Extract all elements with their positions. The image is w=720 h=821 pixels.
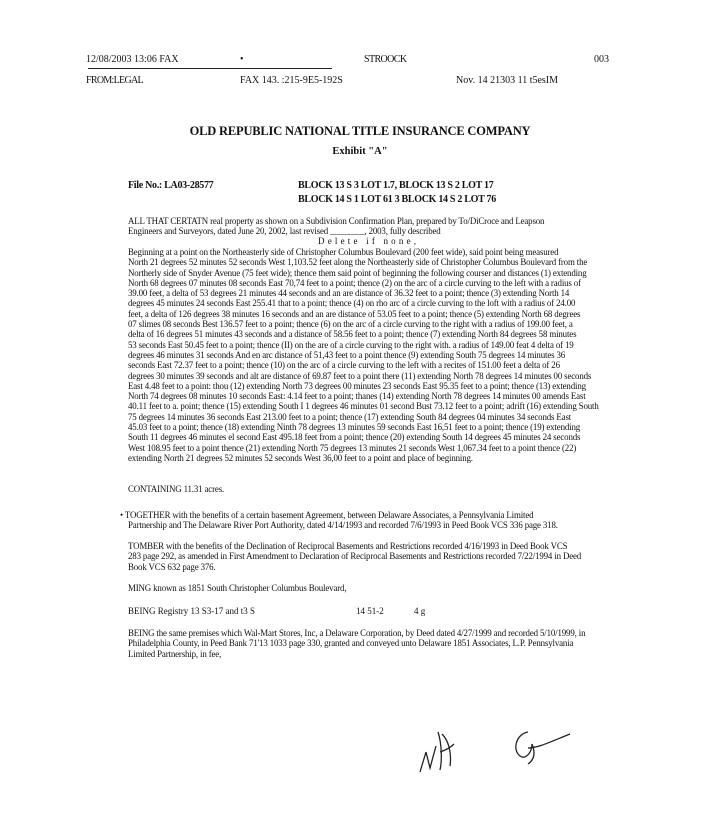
description-line: North 21 degrees 52 minutes 52 seconds West 1,103.52 feet along the Northeasterly side of Christopher Columbus Boulevard from the [128, 257, 588, 268]
exhibit-label: Exhibit "A" [332, 146, 388, 157]
description-line: North 74 degrees 08 minutes 10 seconds East: 4.14 feet to a point; thanes (14) extending North 78 degrees 14 minutes 00 amends East [128, 391, 586, 402]
legal-description [128, 247, 628, 463]
containing-text: CONTAINING 11.31 acres. [128, 484, 225, 494]
description-line: delta of 16 degrees 51 minutes 43 seconds and a distance of 58.56 feet to a point; thence (7) extending North 84 degrees 58 minutes [128, 329, 577, 340]
containing-line [128, 484, 628, 494]
intro-line: Engineers and Surveyors, dated June 20, 2002, last revised ________, 2003, fully described [128, 226, 441, 237]
fax-bullet: • [240, 54, 244, 65]
being-line: Limited Partnership, in fee, [128, 648, 222, 659]
file-number: File No.: LA03-28577 [128, 180, 214, 191]
company-title: OLD REPUBLIC NATIONAL TITLE INSURANCE COMPANY [189, 124, 531, 138]
handwritten-initials-2 [506, 726, 576, 766]
description-line: degrees 45 minutes 24 seconds East 255.41 that to a point; thence (4) on rho arc of a circle curving to the loft with a radius of 24.00 [128, 298, 576, 309]
description-line: 39.00 feet, a delta of 53 degrees 21 minutes 44 seconds and an are distance of 36.32 feet to a point; thence (3) extending North 14 [128, 288, 570, 299]
description-line: degrees 46 minutes 31 seconds And en arc distance of 51,43 feet to a point thence (9) extending South 75 degrees 14 minutes 36 [128, 349, 566, 360]
block-line-2: BLOCK 14 S 1 LOT 61 3 BLOCK 14 S 2 LOT 76 [298, 194, 496, 205]
description-line: West 108.95 feet to a point thence (21) extending North 75 degrees 13 minutes 21 seconds West 1,067.34 feet to a point thence (22) [128, 442, 577, 453]
description-line: 07 slimes 08 seconds Best 136.57 feet to a point; thence (6) on the arc of a circle curving to the right with a radius of 199.00 feet, a [128, 319, 573, 330]
fax-header-rule [88, 68, 332, 69]
description-line: 40.11 feet to a. point; thence (15) extending South I 1 degrees 46 minutes 01 second Bust 73.12 feet to a point; adrift (16) extending South [128, 401, 599, 412]
description-line: 75 degrees 14 minutes 36 seconds East 213.00 feet to a point; thence (17) extending South 84 degrees 04 minutes 34 seconds East [128, 411, 572, 422]
tomber-line: Book VCS 632 page 376. [128, 561, 216, 572]
being-line: Philadelphia County, in Peed Bank 71'13 1033 page 330, granted and conveyed unto Delaware 1851 Associates, L.P. Pennsylvania [128, 638, 574, 649]
being-registry-left: BEING Registry 13 S3-17 and t3 S [128, 606, 255, 616]
description-line: Beginning at a point on the Northeasterly side of Christopher Columbus Boulevard (200 feet wide), said point being measured [128, 247, 559, 257]
description-line: feet, a delta of 126 degrees 38 minutes 16 seconds and an are distance of 53.05 feet to a point; thence (5) extending North 68 degrees [128, 308, 581, 319]
being-paragraph [128, 628, 628, 659]
fax-datetime: 12/08/2003 13:06 FAX [86, 54, 179, 65]
together-line: Partnership and The Delaware River Port Authority, dated 4/14/1993 and recorded 7/6/1993 in Peed Book VCS 336 page 318. [128, 520, 558, 531]
handwritten-initials-1 [412, 722, 462, 778]
description-line: 45.03 feet to a point; thence (18) extending Ninth 78 degrees 13 minutes 59 seconds East 16,51 feet to a point; thence (19) extending [128, 422, 581, 433]
tomber-line: 283 page 292, as amended in First Amendment to Declaration of Reciprocal Basements and Restrictions recorded 7/22/1994 in Deed [128, 551, 582, 562]
intro-paragraph [128, 216, 628, 237]
description-line: East 4.48 feet to a point: thou (12) extending North 73 degrees 00 minutes 23 seconds East 95.35 feet to a point; thence (13) extending [128, 380, 586, 391]
description-line: Northerly side of Snyder Avenue (75 feet wide); thence them said point of beginning the following courser and distances (1) extending [128, 267, 587, 278]
fax-page-number: 003 [594, 54, 609, 65]
intro-line: ALL THAT CERTATN real property as shown on a Subdivision Confirmation Plan, prepared by To/DiCroce and Leapson [128, 216, 545, 226]
being-line: BEING the same premises which Wal-Mart Stores, Inc, a Delaware Corporation, by Deed dated 4/27/1999 and recorded 5/10/1999, in [128, 628, 586, 638]
ming-line: MING known as 1851 South Christopher Columbus Boulevard, [128, 583, 347, 593]
being-registry-right: 4 g [414, 606, 426, 616]
description-line: extending North 21 degrees 52 minutes 52 seconds West 36,00 feet to a point and place of beginning. [128, 452, 473, 463]
fax-sender: STROOCK [364, 54, 407, 65]
ming-paragraph [128, 583, 628, 593]
fax-from: FROM:LEGAL [86, 75, 143, 86]
together-line: • TOGETHER with the benefits of a certain basement Agreement, between Delaware Associates, a Pennsylvania Limited [120, 510, 534, 520]
fax-date: Nov. 14 21303 11 t5esIM [456, 75, 559, 86]
block-line-1: BLOCK 13 S 3 LOT 1.7, BLOCK 13 S 2 LOT 17 [298, 180, 494, 191]
description-line: seconds East 72.37 feet to a point; thence (10) on the arc of a circle curving to the left with a recites of 151.00 feet a delta of 26 [128, 360, 560, 371]
being-registry-mid: 14 51-2 [356, 606, 384, 616]
fax-number: FAX 143. :215-9E5-192S [240, 75, 343, 86]
together-paragraph [120, 510, 630, 531]
description-line: 53 seconds East 50.45 feet to a point; thence (II) on the are of a circle curving to the right with. a radius of 149.00 feat 4 delta of 19 [128, 339, 574, 350]
description-line: degrees 30 minutes 39 seconds and alt are distance of 69.87 feet to a point there (11) extending North 78 degrees 14 minutes 00 seconds [128, 370, 592, 381]
description-line: North 68 degrees 07 minutes 08 seconds East 70,74 feet to a point; thence (2) on the arc of a circle curving to the left with a radius of [128, 277, 581, 288]
tomber-paragraph [128, 541, 628, 572]
tomber-line: TOMBER with the benefits of the Declination of Reciprocal Basements and Restrictions recorded 4/16/1993 in Deed Book VCS [128, 541, 568, 551]
delete-note: Delete if none, [318, 236, 420, 246]
description-line: South 11 degrees 46 minutes el second East 495.18 feet from a point; thence (20) extending South 14 degrees 45 minutes 24 seconds [128, 432, 581, 443]
